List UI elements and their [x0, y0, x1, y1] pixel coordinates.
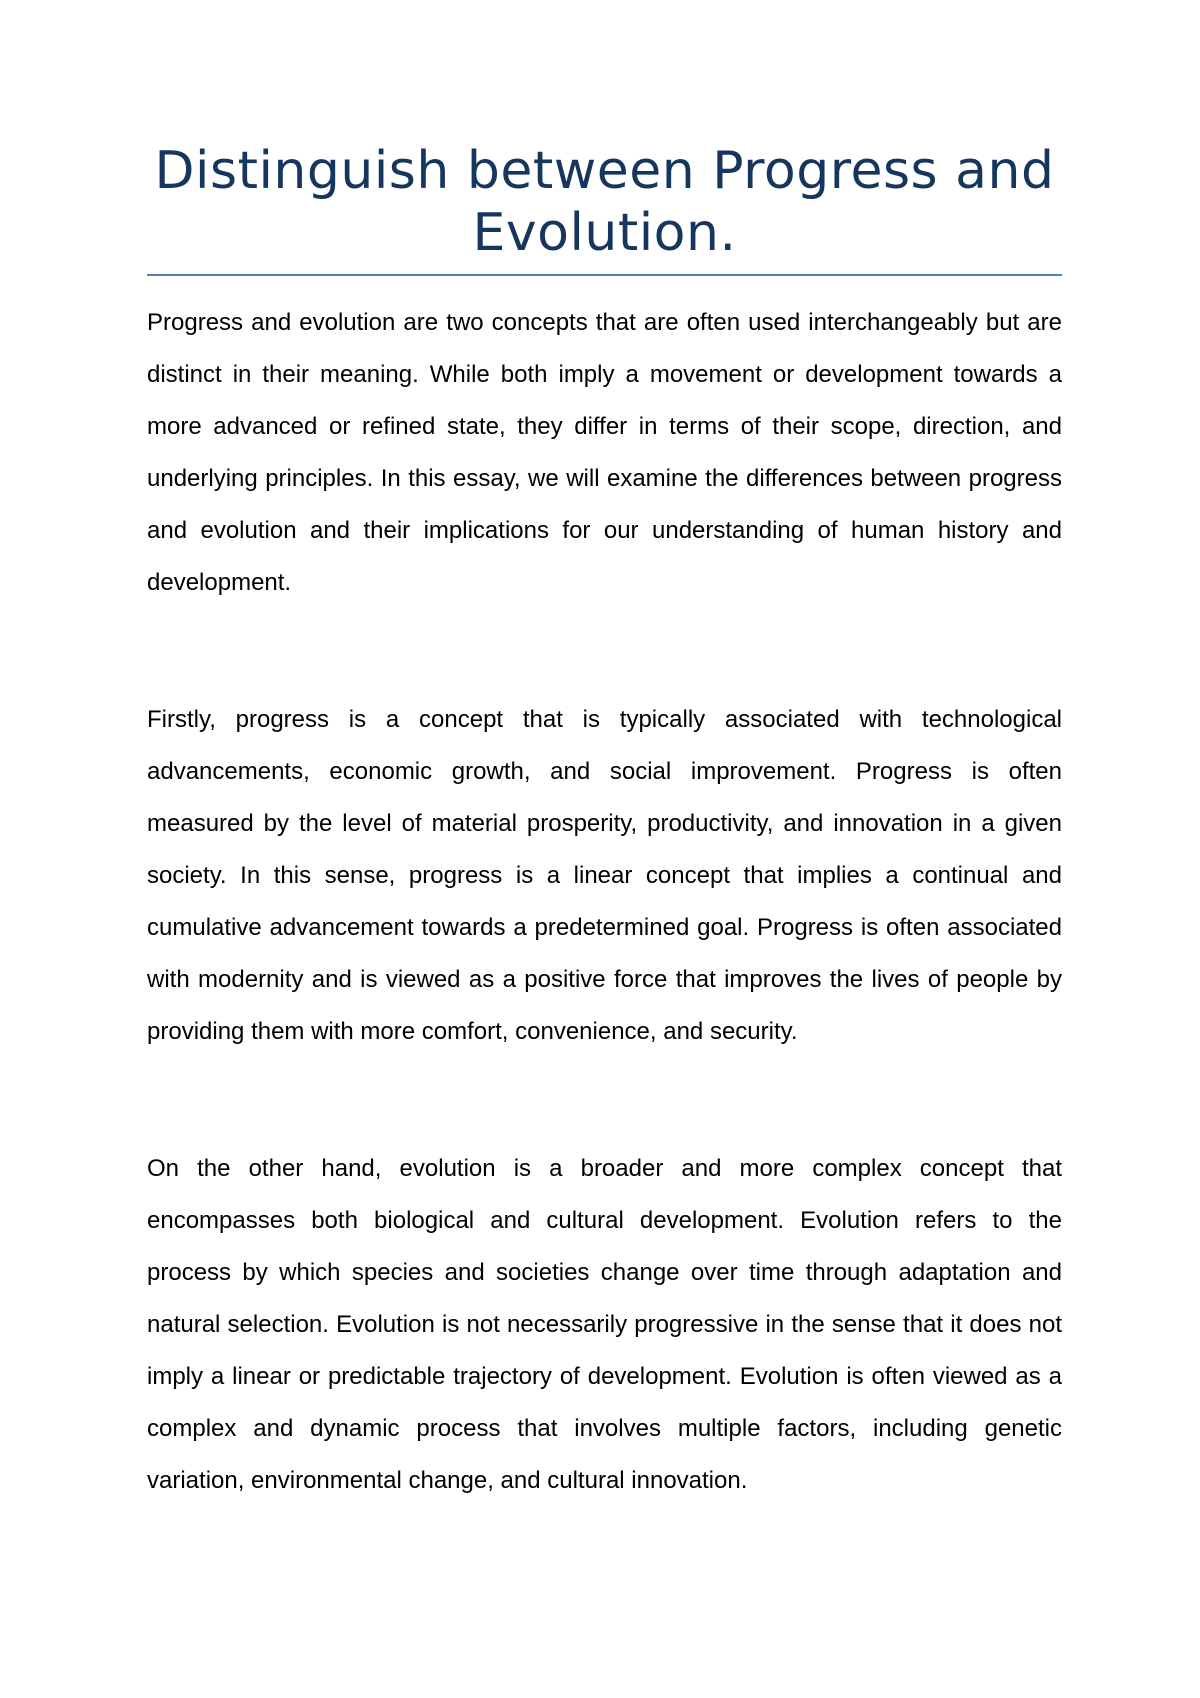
title-divider — [147, 274, 1062, 276]
paragraph-intro: Progress and evolution are two concepts that are often used interchangeably but are distinct in their meaning. While both imply a movement or development towards a more advanced or refined state, they differ in terms of their scope, direction, and underlying principles. In this essay, we will examine the differences between progress and evolution and their implications for our understanding of human history and development. — [147, 309, 1062, 596]
document-title: Distinguish between Progress and Evolution. — [154, 141, 1055, 263]
paragraph-evolution: On the other hand, evolution is a broader and more complex concept that encompasses both biological and cultural development. Evolution refers to the process by which species and societies change over time through adaptation and natural selection. Evolution is not necessarily progressive in the sense that it does not imply a linear or predictable trajectory of development. Evolution is often viewed as a complex and dynamic process that involves multiple factors, including genetic variation, environmental change, and cultural innovation. — [147, 1155, 1062, 1494]
document-page — [147, 140, 1062, 1507]
paragraph-progress: Firstly, progress is a concept that is typically associated with technological advancements, economic growth, and social improvement. Progress is often measured by the level of material prosperity, productivity, and innovation in a given society. In this sense, progress is a linear concept that implies a continual and cumulative advancement towards a predetermined goal. Progress is often associated with modernity and is viewed as a positive force that improves the lives of people by providing them with more comfort, convenience, and security. — [147, 706, 1062, 1045]
